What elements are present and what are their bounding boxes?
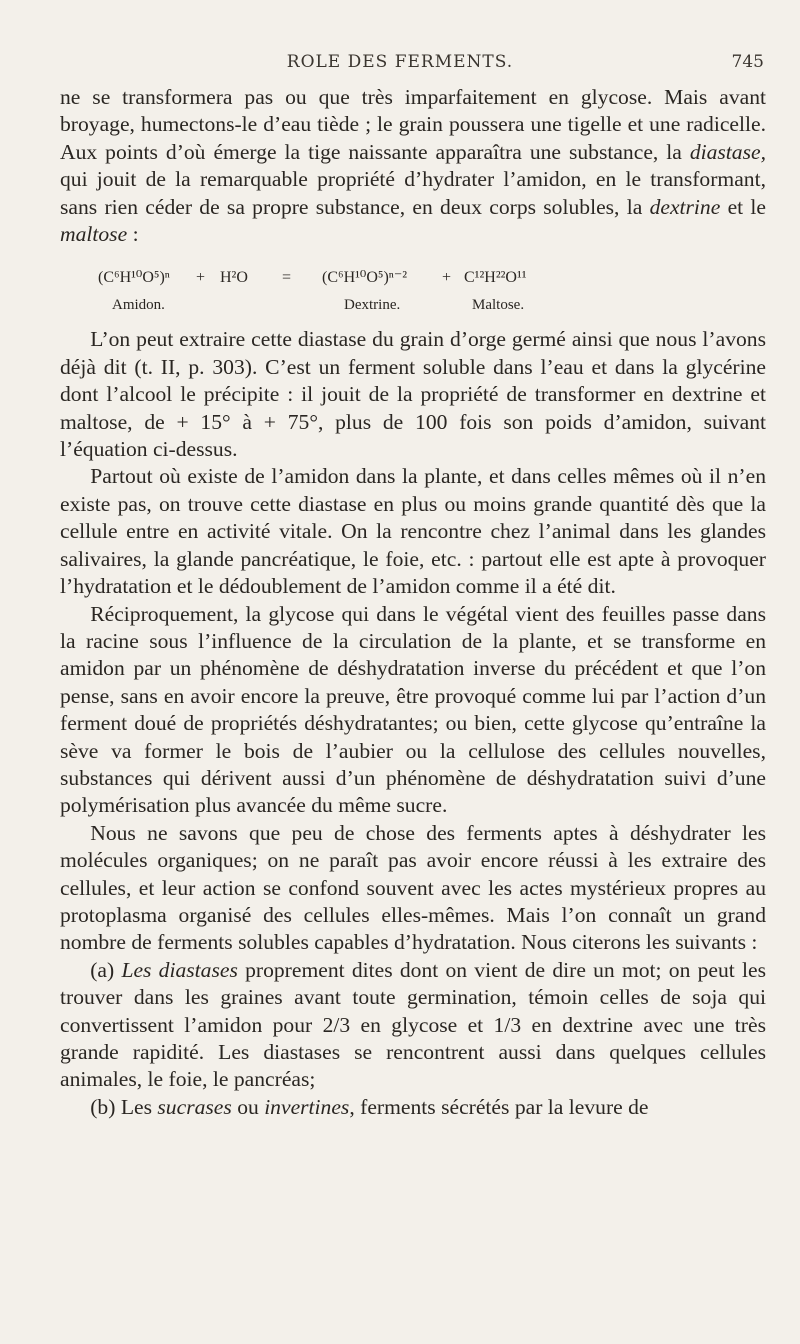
formula-maltose: C¹²H²²O¹¹ xyxy=(464,269,527,287)
label-maltose: Maltose. xyxy=(472,297,525,314)
term-invertines: invertines xyxy=(264,1094,350,1119)
paragraph-1-text-c: et le xyxy=(720,194,766,219)
running-title: ROLE DES FERMENTS. xyxy=(286,52,514,72)
paragraph-1-text-d: : xyxy=(127,222,139,247)
formula-plus-1: + xyxy=(196,269,206,287)
formula-equals: = xyxy=(282,269,292,287)
paragraph-5: Nous ne savons que peu de chose des ferments aptes à déshydrater les molécules organiques; on ne paraît pas avoir encore réussi à les extraire des cellules, et leur action se confond souvent avec les actes mystérieux propres au protoplasma organisé des cellules elles-mêmes. Mais l’on connaît un grand nombre de ferments solubles capables d’hydratation. Nous citerons les suivants : xyxy=(60,820,766,955)
equation-row xyxy=(60,264,766,290)
term-dextrine: dextrine xyxy=(649,194,721,219)
paragraph-1 xyxy=(60,84,766,248)
formula-amidon: (C⁶H¹⁰O⁵)ⁿ xyxy=(98,269,170,287)
paragraph-7 xyxy=(60,1094,766,1121)
formula-water: H²O xyxy=(220,269,248,287)
paragraph-6-text: proprement dites dont on vient de dire un mot; on peut les trouver dans les graines avant toute germination, témoin celles de soja qui convertissent l’amidon pour 2/3 en glycose et 1/3 en dextrine avec une très grande rapidité. Les diastases se rencontrent aussi dans quelques cellules animales, le foie, le pancréas; xyxy=(60,957,766,1092)
term-sucrases: sucrases xyxy=(157,1094,232,1119)
chemical-equation xyxy=(60,264,766,320)
paragraph-1-text-b: qui jouit de la remarquable propriété d’hydrater l’amidon, en le transformant, sans rien céder de sa propre substance, en deux corps solubles, la xyxy=(60,167,766,219)
label-amidon: Amidon. xyxy=(112,297,165,314)
paragraph-1-text: ne se transformera pas ou que très imparfaitement en glycose. Mais avant broyage, humectons-le d’eau tiède ; le grain poussera une tigelle et une radicelle. Aux points d’où émerge la tige naissante apparaîtra une substance, la xyxy=(60,85,766,164)
list-marker-a: (a) xyxy=(90,957,115,982)
page-number: 745 xyxy=(731,52,764,72)
term-les-diastases: Les diastases xyxy=(121,957,238,982)
term-maltose: maltose xyxy=(60,222,128,247)
term-diastase: diastase, xyxy=(689,139,766,164)
paragraph-4: Réciproquement, la glycose qui dans le végétal vient des feuilles passe dans la racine sous l’influence de la circulation de la plante, et se transforme en amidon par un phénomène de déshydratation inverse du précédent et que l’on pense, sans en avoir encore la preuve, être provoqué comme lui par l’action d’un ferment doué de propriétés déshydratantes; ou bien, cette glycose qu’entraîne la sève va former le bois de l’aubier ou la cellulose des cellules nouvelles, substances qui dérivent aussi d’un phénomène de déshydratation suivi d’une polymérisation plus avancée du même sucre. xyxy=(60,601,766,818)
label-dextrine: Dextrine. xyxy=(344,297,401,314)
paragraph-7-text-b: ou xyxy=(231,1094,265,1119)
formula-plus-2: + xyxy=(442,269,452,287)
paragraph-2: L’on peut extraire cette diastase du grain d’orge germé ainsi que nous l’avons déjà dit (t. II, p. 303). C’est un ferment soluble dans l’eau et dans la glycérine dont l’alcool le précipite : il jouit de la propriété de transformer en dextrine et maltose, de + 15° à + 75°, plus de 100 fois son poids d’amidon, suivant l’équation ci-dessus. xyxy=(60,327,766,462)
paragraph-3: Partout où existe de l’amidon dans la plante, et dans celles mêmes où il n’en existe pas, on trouve cette diastase en plus ou moins grande quantité dès que la cellule entre en activité vitale. On la rencontre chez l’animal dans les glandes salivaires, la glande pancréatique, le foie, etc. : partout elle est apte à provoquer l’hydratation et le dédoublement de l’amidon comme il a été dit. xyxy=(60,464,766,599)
paragraph-7-text-a: Les xyxy=(120,1094,158,1119)
page-header xyxy=(0,52,800,82)
paragraph-7-text-c: , ferments sécrétés par la levure de xyxy=(349,1094,649,1119)
formula-dextrine: (C⁶H¹⁰O⁵)ⁿ⁻² xyxy=(322,269,408,287)
body-text xyxy=(60,84,766,1121)
list-marker-b: (b) xyxy=(90,1094,116,1119)
paragraph-6 xyxy=(60,957,766,1094)
